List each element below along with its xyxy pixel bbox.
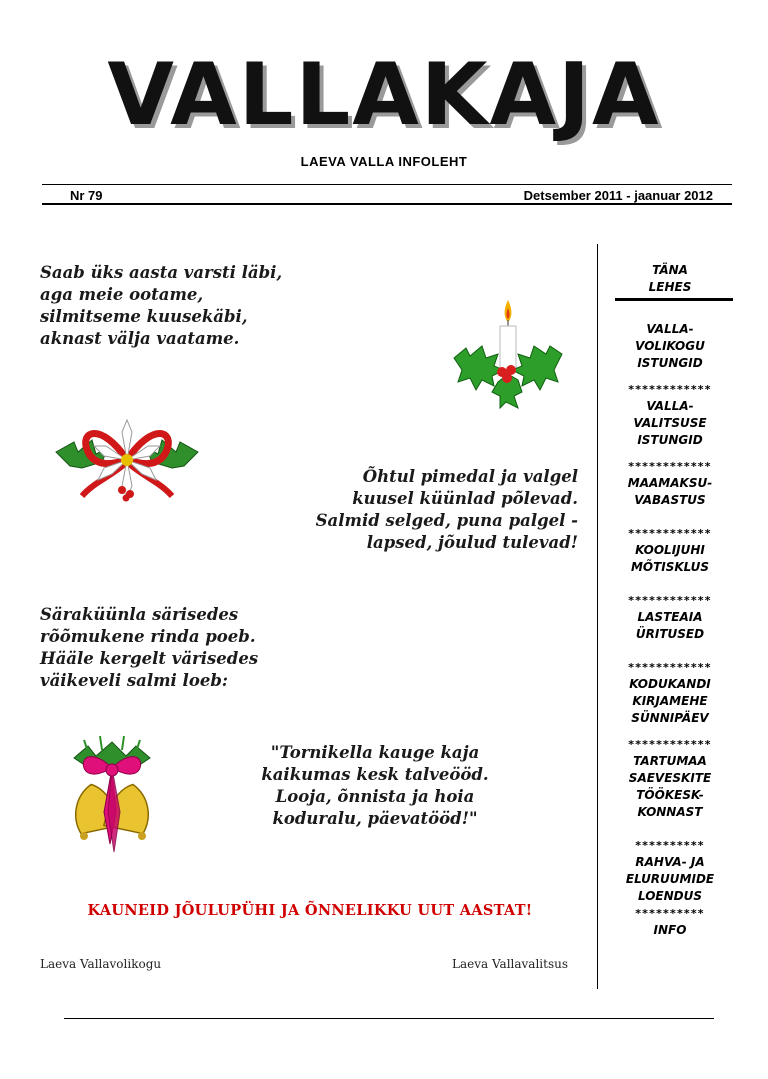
poem-1 bbox=[40, 262, 282, 350]
toc-heading-line: LEHES bbox=[648, 280, 692, 294]
poinsettia-ribbon-icon bbox=[52, 412, 202, 504]
toc-separator: ************ bbox=[628, 594, 712, 607]
poem-line: koduralu, päevatööd!" bbox=[272, 809, 478, 828]
toc-line: ISTUNGID bbox=[637, 356, 703, 370]
newsletter-subtitle: LAEVA VALLA INFOLEHT bbox=[300, 154, 468, 169]
signature-council: Laeva Vallavolikogu bbox=[40, 957, 162, 971]
signature-government: Laeva Vallavalitsus bbox=[452, 957, 568, 971]
toc-line: VOLIKOGU bbox=[635, 339, 705, 353]
toc-line: TÖÖKESK- bbox=[636, 788, 704, 802]
poem-2 bbox=[300, 466, 578, 554]
poem-line: kuusel küünlad põlevad. bbox=[352, 489, 578, 508]
poem-line: kaikumas kesk talveööd. bbox=[261, 765, 489, 784]
poem-3 bbox=[40, 604, 258, 692]
poem-4 bbox=[250, 742, 500, 830]
toc-separator: ************ bbox=[628, 383, 712, 396]
poem-line: Õhtul pimedal ja valgel bbox=[362, 467, 578, 486]
toc-separator: ************ bbox=[628, 661, 712, 674]
toc-line: KONNAST bbox=[637, 805, 703, 819]
poem-line: aknast välja vaatame. bbox=[40, 329, 240, 348]
poem-line: Hääle kergelt värisedes bbox=[40, 649, 259, 668]
toc-entry-loendus bbox=[605, 854, 735, 905]
toc-entry-koolijuht bbox=[605, 542, 735, 576]
issue-date: Detsember 2011 - jaanuar 2012 bbox=[523, 188, 713, 203]
toc-entry-maamaks bbox=[605, 475, 735, 509]
toc-entry-volikogu bbox=[605, 321, 735, 372]
toc-heading-line: TÄNA bbox=[652, 263, 688, 277]
poem-line: "Tornikella kauge kaja bbox=[270, 743, 480, 762]
poem-line: rõõmukene rinda poeb. bbox=[40, 627, 256, 646]
toc-line: LOENDUS bbox=[637, 889, 702, 903]
toc-separator: ************ bbox=[628, 738, 712, 751]
toc-line: MÕTISKLUS bbox=[630, 560, 710, 574]
poem-line: Looja, õnnista ja hoia bbox=[275, 787, 475, 806]
toc-line: LASTEAIA bbox=[637, 610, 703, 624]
candle-holly-icon bbox=[448, 296, 568, 412]
footer-rule bbox=[64, 1018, 714, 1019]
toc-heading-rule bbox=[615, 298, 733, 301]
toc-line: TARTUMAA bbox=[633, 754, 707, 768]
sidebar-divider bbox=[597, 244, 598, 989]
toc-line: ÜRITUSED bbox=[635, 627, 705, 641]
holiday-greeting: KAUNEID JÕULUPÜHI JA ÕNNELIKKU UUT AASTAT! bbox=[87, 902, 533, 919]
issue-number: Nr 79 bbox=[70, 188, 103, 203]
toc-line: MAAMAKSU- bbox=[627, 476, 713, 490]
toc-line: KODUKANDI bbox=[629, 677, 711, 691]
christmas-bells-icon bbox=[54, 732, 170, 856]
toc-separator: ************ bbox=[628, 527, 712, 540]
toc-entry-kirjamees bbox=[605, 676, 735, 727]
toc-entry-valitsus bbox=[605, 398, 735, 449]
toc-line: SAEVESKITE bbox=[628, 771, 712, 785]
poem-line: Salmid selged, puna palgel - bbox=[315, 511, 578, 530]
toc-entry-saeveskid bbox=[605, 753, 735, 821]
toc-entry-lasteaed bbox=[605, 609, 735, 643]
toc-line: VALLA- bbox=[646, 322, 694, 336]
header-top-rule bbox=[42, 184, 732, 185]
toc-line: RAHVA- JA bbox=[635, 855, 705, 869]
poem-line: aga meie ootame, bbox=[40, 285, 204, 304]
table-of-contents bbox=[605, 262, 735, 939]
poem-line: Säraküünla särisedes bbox=[40, 605, 239, 624]
toc-separator: ************ bbox=[628, 460, 712, 473]
toc-line: VABASTUS bbox=[634, 493, 706, 507]
toc-line: KIRJAMEHE bbox=[632, 694, 708, 708]
toc-line: KOOLIJUHI bbox=[635, 543, 705, 557]
toc-line: ELURUUMIDE bbox=[625, 872, 715, 886]
newsletter-masthead: VALLAKAJA bbox=[107, 45, 661, 145]
toc-heading bbox=[605, 262, 735, 296]
poem-line: lapsed, jõulud tulevad! bbox=[366, 533, 578, 552]
toc-line: VALITSUSE bbox=[633, 416, 707, 430]
header-bottom-rule bbox=[42, 203, 732, 205]
poem-line: silmitseme kuusekäbi, bbox=[40, 307, 248, 326]
toc-line: VALLA- bbox=[646, 399, 694, 413]
toc-line: INFO bbox=[653, 923, 687, 937]
poem-line: väikeveli salmi loeb: bbox=[40, 671, 228, 690]
toc-separator: ********** bbox=[635, 907, 705, 920]
toc-line: ISTUNGID bbox=[637, 433, 703, 447]
toc-entry-info bbox=[605, 922, 735, 939]
poem-line: Saab üks aasta varsti läbi, bbox=[40, 263, 283, 282]
toc-separator: ********** bbox=[635, 839, 705, 852]
toc-line: SÜNNIPÄEV bbox=[631, 711, 709, 725]
